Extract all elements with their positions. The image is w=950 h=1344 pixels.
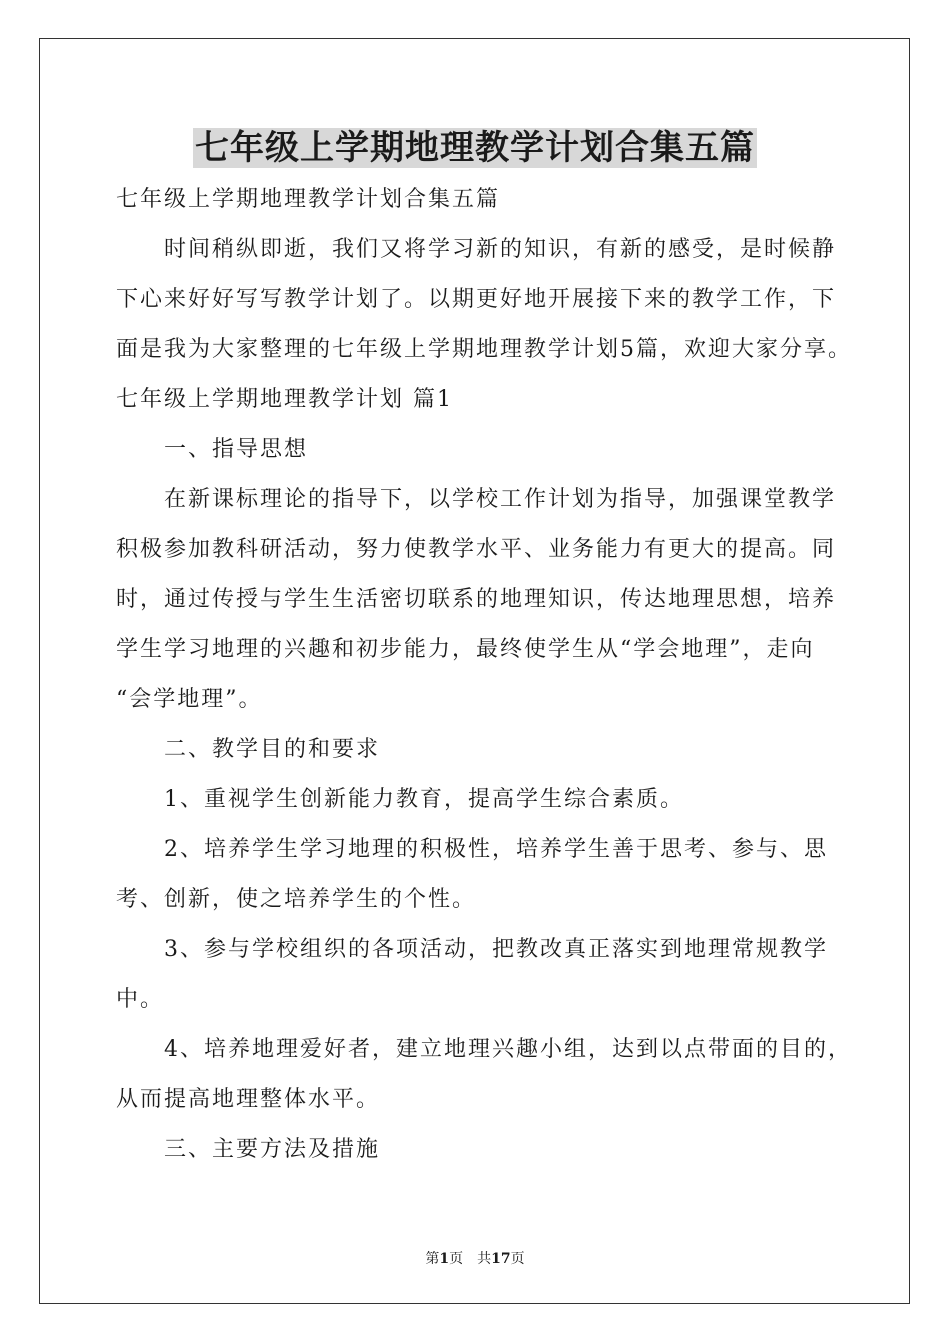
text-line: 学生学习地理的兴趣和初步能力，最终使学生从“学会地理”，走向: [116, 637, 815, 662]
text-line: 时间稍纵即逝，我们又将学习新的知识，有新的感受，是时候静: [164, 237, 837, 262]
text-line: 一、指导思想: [164, 437, 309, 462]
footer-suffix: 页: [510, 1251, 525, 1267]
document-title: [0, 118, 950, 178]
document-body: [116, 175, 852, 1175]
text-line: 下心来好好写写教学计划了。以期更好地开展接下来的教学工作，下: [116, 287, 837, 312]
text-line: 从而提高地理整体水平。: [116, 1087, 381, 1112]
total-page-count: 17: [491, 1251, 511, 1267]
text-line: 中。: [116, 987, 165, 1012]
text-line: 2、培养学生学习地理的积极性，培养学生善于思考、参与、思: [164, 837, 828, 862]
text-line: 3、参与学校组织的各项活动，把教改真正落实到地理常规教学: [164, 937, 828, 962]
text-line: 面是我为大家整理的七年级上学期地理教学计划5篇，欢迎大家分享。: [116, 337, 852, 362]
text-line: 二、教学目的和要求: [164, 737, 381, 762]
text-line: 七年级上学期地理教学计划 篇1: [116, 387, 453, 412]
document-title-text: 七年级上学期地理教学计划合集五篇: [195, 128, 755, 168]
page-footer: [0, 1248, 950, 1268]
text-line: 4、培养地理爱好者，建立地理兴趣小组，达到以点带面的目的，: [164, 1037, 852, 1062]
text-line: 七年级上学期地理教学计划合集五篇: [116, 187, 501, 212]
text-line: 时，通过传授与学生生活密切联系的地理知识，传达地理思想，培养: [116, 587, 837, 612]
text-line: 三、主要方法及措施: [164, 1137, 381, 1162]
text-line: 1、重视学生创新能力教育，提高学生综合素质。: [164, 787, 684, 812]
text-line: “会学地理”。: [116, 687, 263, 712]
text-line: 积极参加教科研活动，努力使教学水平、业务能力有更大的提高。同: [116, 537, 837, 562]
footer-mid: 页 共: [449, 1251, 492, 1267]
current-page-number: 1: [439, 1251, 450, 1267]
text-line: 在新课标理论的指导下，以学校工作计划为指导，加强课堂教学: [164, 487, 837, 512]
text-line: 考、创新，使之培养学生的个性。: [116, 887, 477, 912]
footer-prefix: 第: [425, 1251, 440, 1267]
